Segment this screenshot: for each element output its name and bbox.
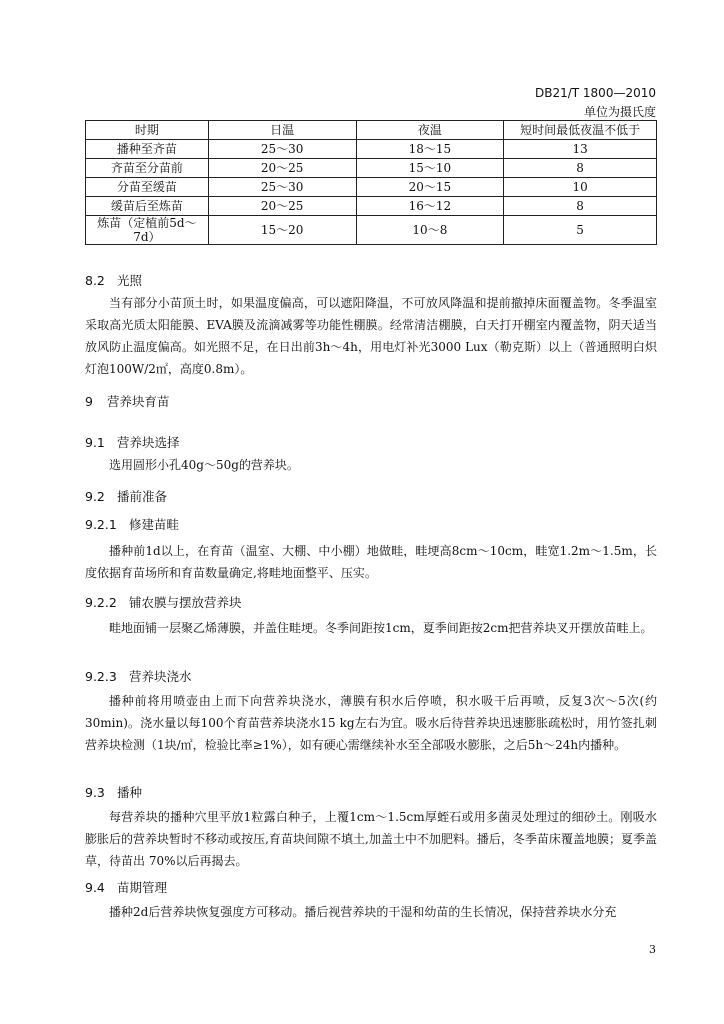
table-cell: 15～10 bbox=[356, 159, 504, 178]
table-row bbox=[86, 159, 657, 178]
table-cell: 缓苗后至炼苗 bbox=[86, 197, 209, 216]
paragraph-build-bed: 播种前1d以上，在育苗（温室、大棚、中小棚）地做畦，畦埂高8cm～10cm，畦宽1.2m～1.5m，长度依据育苗场所和育苗数量确定,将畦地面整平、压实。 bbox=[85, 544, 657, 580]
table-cell: 8 bbox=[504, 197, 657, 216]
section-number: 9.4 bbox=[85, 880, 105, 895]
standard-code: DB21/T 1800—2010 bbox=[534, 86, 656, 100]
table-cell: 25～30 bbox=[208, 140, 356, 159]
table-cell: 分苗至缓苗 bbox=[86, 178, 209, 197]
section-number: 9 bbox=[85, 394, 93, 409]
table-cell: 5 bbox=[504, 216, 657, 245]
section-heading-9 bbox=[85, 392, 170, 410]
table-cell: 播种至齐苗 bbox=[86, 140, 209, 159]
section-number: 9.2.1 bbox=[85, 517, 117, 532]
paragraph-lighting: 当有部分小苗顶土时，如果温度偏高，可以遮阳降温，不可放风降温和提前撤掉床面覆盖物。冬季温室采取高光质太阳能膜、EVA膜及流滴减雾等功能性棚膜。经常清洁棚膜，白天打开棚室内覆盖物，阴天适当放风防止温度偏高。如光照不足，在日出前3h～4h，用电灯补光3000 Lux（勒克斯）以上（普通照明白炽灯泡100W/2㎡，高度0.8m）。 bbox=[85, 296, 657, 376]
table-row bbox=[86, 140, 657, 159]
section-title: 播种 bbox=[117, 785, 143, 800]
unit-note: 单位为摄氏度 bbox=[583, 105, 656, 119]
section-title: 修建苗畦 bbox=[129, 517, 180, 532]
paragraph-block-selection: 选用圆形小孔40g～50g的营养块。 bbox=[109, 458, 299, 472]
section-number: 9.2.2 bbox=[85, 595, 117, 610]
period-line-1: 炼苗（定植前5d～ bbox=[97, 216, 197, 230]
table-header-cell: 夜温 bbox=[356, 121, 504, 140]
section-heading-9-3 bbox=[85, 783, 142, 801]
section-heading-9-2-1 bbox=[85, 515, 179, 533]
table-cell: 齐苗至分苗前 bbox=[86, 159, 209, 178]
table-header-cell: 时期 bbox=[86, 121, 209, 140]
section-heading-9-1 bbox=[85, 433, 180, 451]
section-heading-9-4 bbox=[85, 878, 167, 896]
section-title: 苗期管理 bbox=[117, 880, 168, 895]
table-cell: 20～25 bbox=[208, 159, 356, 178]
table-cell: 20～25 bbox=[208, 197, 356, 216]
table-cell: 10～8 bbox=[356, 216, 504, 245]
paragraph-sowing: 每营养块的播种穴里平放1粒露白种子，上覆1cm～1.5cm厚蛭石或用多菌灵处理过的细砂土。刚吸水膨胀后的营养块暂时不移动或按压,育苗块间隙不填土,加盖土中不加肥料。播后，冬季苗床覆盖地膜；夏季盖草，待苗出 70%以后再揭去。 bbox=[85, 810, 657, 868]
paragraph-seedling-management: 播种2d后营养块恢复强度方可移动。播后视营养块的干湿和幼苗的生长情况，保持营养块水分充 bbox=[109, 905, 617, 919]
section-number: 9.1 bbox=[85, 435, 105, 450]
table-row bbox=[86, 178, 657, 197]
table-cell: 25～30 bbox=[208, 178, 356, 197]
section-title: 营养块育苗 bbox=[107, 394, 170, 409]
section-heading-9-2 bbox=[85, 487, 167, 505]
section-heading-8-2 bbox=[85, 271, 142, 289]
table-header-cell: 短时间最低夜温不低于 bbox=[504, 121, 657, 140]
section-heading-9-2-3 bbox=[85, 667, 192, 685]
section-number: 8.2 bbox=[85, 273, 105, 288]
paragraph-lay-film: 畦地面铺一层聚乙烯薄膜，并盖住畦埂。冬季间距按1cm，夏季间距按2cm把营养块叉开摆放苗畦上。 bbox=[109, 621, 653, 635]
table-cell: 18～15 bbox=[356, 140, 504, 159]
table-cell: 13 bbox=[504, 140, 657, 159]
temperature-table bbox=[85, 120, 657, 245]
table-cell: 15～20 bbox=[208, 216, 356, 245]
table-row bbox=[86, 197, 657, 216]
paragraph-watering: 播种前将用喷壶由上而下向营养块浇水，薄膜有积水后停喷，积水吸干后再喷，反复3次～5次(约30min)。浇水量以每100个育苗营养块浇水15 kg左右为宜。吸水后待营养块迅速膨胀疏松时，用竹签扎刺营养块检测（1块/㎡，检验比率≥1%），如有硬心需继续补水至全部吸水膨胀，之后5h～24h内播种。 bbox=[85, 694, 657, 752]
section-heading-9-2-2 bbox=[85, 593, 242, 611]
section-title: 铺农膜与摆放营养块 bbox=[129, 595, 242, 610]
table-cell: 8 bbox=[504, 159, 657, 178]
table-cell bbox=[86, 216, 209, 245]
table-header-row bbox=[86, 121, 657, 140]
table-row bbox=[86, 216, 657, 245]
table-cell: 20～15 bbox=[356, 178, 504, 197]
table-cell: 16～12 bbox=[356, 197, 504, 216]
table-header-cell: 日温 bbox=[208, 121, 356, 140]
section-number: 9.2 bbox=[85, 489, 105, 504]
section-title: 营养块选择 bbox=[117, 435, 180, 450]
table-cell: 10 bbox=[504, 178, 657, 197]
section-title: 营养块浇水 bbox=[129, 669, 192, 684]
section-number: 9.3 bbox=[85, 785, 105, 800]
period-line-2: 7d） bbox=[133, 230, 161, 244]
page-number: 3 bbox=[649, 943, 656, 956]
section-title: 播前准备 bbox=[117, 489, 168, 504]
section-title: 光照 bbox=[117, 273, 143, 288]
section-number: 9.2.3 bbox=[85, 669, 117, 684]
